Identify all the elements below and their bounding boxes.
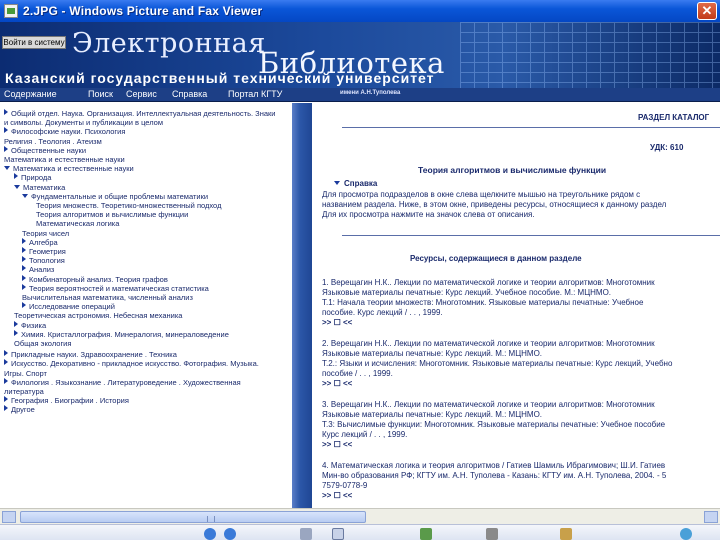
- triangle-right-icon[interactable]: [4, 396, 8, 402]
- tree-item[interactable]: [22, 247, 66, 256]
- tree-item[interactable]: [4, 396, 129, 405]
- site-menu: [0, 88, 720, 102]
- triangle-right-icon[interactable]: [14, 173, 18, 179]
- tree-item-label: Другое: [11, 405, 35, 415]
- tree-item[interactable]: [4, 109, 275, 118]
- tree-item-label: Природа: [21, 173, 52, 183]
- tree-item-label: Комбинаторный анализ. Теория графов: [29, 274, 168, 284]
- window-titlebar: [0, 0, 720, 22]
- triangle-right-icon[interactable]: [22, 238, 26, 244]
- tree-item[interactable]: [22, 192, 208, 201]
- triangle-down-icon[interactable]: [4, 166, 10, 170]
- grip-icon: [207, 516, 215, 522]
- tree-item-label: Исследование операций: [29, 302, 115, 312]
- tree-item[interactable]: [22, 265, 54, 274]
- tree-item-label: Вычислительная математика, численный анализ: [22, 293, 193, 302]
- menu-item-portal[interactable]: Портал КГТУ: [228, 89, 283, 99]
- tree-item-label: Теория множеств. Теоретико-множественный подход: [36, 201, 222, 210]
- resource-line: Т.1: Начала теории множеств: Многотомник. Языковые материалы печатные: Учебное: [322, 298, 644, 307]
- tree-item[interactable]: [4, 378, 241, 387]
- tree-item-label: Математическая логика: [36, 219, 120, 229]
- triangle-down-icon: [334, 181, 340, 185]
- tree-item[interactable]: [14, 330, 229, 339]
- help-toggle[interactable]: [334, 179, 377, 189]
- tree-item[interactable]: [22, 229, 69, 238]
- tree-item-label: Теория вероятностей и математическая статистика: [29, 283, 209, 293]
- tree-item[interactable]: [4, 350, 177, 359]
- triangle-right-icon[interactable]: [4, 146, 8, 152]
- resource-open-link[interactable]: >> ☐ <<: [322, 318, 353, 327]
- horizontal-scrollbar[interactable]: [0, 508, 720, 524]
- tree-item[interactable]: [4, 164, 134, 173]
- tree-item[interactable]: [4, 118, 163, 127]
- zoom-in-icon[interactable]: [300, 528, 312, 540]
- tree-item-label: Теоретическая астрономия. Небесная механика: [14, 311, 183, 321]
- tree-item[interactable]: [14, 183, 65, 192]
- logo-line-2: Библиотека: [258, 46, 445, 80]
- resource-line: Мин-во образования РФ; КГТУ им. А.Н. Туполева - Казань: КГТУ им. А.Н. Туполева, 2004. - 5: [322, 471, 667, 480]
- tree-item-label: География . Биографии . История: [11, 396, 129, 406]
- next-image-icon[interactable]: [224, 528, 236, 540]
- resource-line: Т.2.: Языки и исчисления: Многотомник. Языковые материалы печатные: Курс лекций, Учебно: [322, 359, 673, 368]
- tree-item[interactable]: [22, 256, 65, 265]
- previous-image-icon[interactable]: [204, 528, 216, 540]
- edit-icon[interactable]: [560, 528, 572, 540]
- udk-label: УДК: 610: [650, 143, 684, 152]
- tree-item[interactable]: [36, 201, 221, 210]
- tree-item-label: Общая экология: [14, 339, 72, 348]
- resource-open-link[interactable]: >> ☐ <<: [322, 379, 353, 388]
- tree-item[interactable]: [4, 137, 102, 146]
- tree-item-label: Математика и естественные науки: [13, 164, 134, 174]
- resource-line: Языковые материалы печатные: Курс лекций. Учебное пособие. М.: МЦНМО.: [322, 288, 612, 297]
- tree-item[interactable]: [4, 155, 125, 164]
- resource-line: 1. Верещагин Н.К.. Лекции по математической логике и теории алгоритмов: Многотомник: [322, 278, 655, 287]
- tree-item[interactable]: [22, 293, 193, 302]
- tree-item-label: и символы. Документы и публикации в целом: [4, 118, 164, 128]
- header-decoration: [460, 22, 720, 88]
- site-header: [0, 22, 720, 88]
- resource-line: Языковые материалы печатные: Курс лекций. М.: МЦНМО.: [322, 349, 543, 358]
- resources-heading: Ресурсы, содержащиеся в данном разделе: [410, 254, 582, 263]
- tree-item[interactable]: [22, 302, 115, 311]
- tree-item[interactable]: [4, 359, 259, 368]
- tree-item-label: Физика: [21, 320, 47, 330]
- triangle-right-icon[interactable]: [4, 378, 8, 384]
- help-title: Справка: [344, 179, 378, 188]
- resource-line: 3. Верещагин Н.К.. Лекции по математической логике и теории алгоритмов: Многотомник: [322, 400, 655, 409]
- divider-top: [342, 127, 720, 128]
- named-after-label: имени А.Н.Туполева: [340, 90, 401, 96]
- triangle-down-icon[interactable]: [14, 185, 20, 189]
- tree-item-label: Теория чисел: [22, 228, 70, 238]
- tree-item-label: Математика: [23, 182, 66, 192]
- triangle-right-icon[interactable]: [22, 247, 26, 253]
- scroll-right-icon[interactable]: [704, 511, 718, 523]
- frame-divider: [292, 103, 312, 508]
- tree-item[interactable]: [4, 127, 125, 136]
- section-heading: Теория алгоритмов и вычислимые функции: [418, 165, 607, 175]
- tree-item[interactable]: [4, 146, 86, 155]
- resource-line: пособие / . . , 1999.: [322, 369, 393, 378]
- resource-line: 4. Математическая логика и теория алгоритмов / Гатиев Шамиль Ибрагимович; Ш.И. Гатиев: [322, 461, 666, 470]
- catalog-tree: [0, 103, 292, 508]
- picture-viewer-icon: [4, 4, 18, 18]
- triangle-right-icon[interactable]: [4, 109, 8, 115]
- triangle-right-icon[interactable]: [14, 330, 18, 336]
- university-name: Казанский государственный технический университет: [5, 70, 435, 86]
- menu-item-help[interactable]: Справка: [172, 89, 208, 99]
- resource-open-link[interactable]: >> ☐ <<: [322, 491, 353, 500]
- triangle-right-icon[interactable]: [4, 127, 8, 133]
- triangle-right-icon[interactable]: [4, 359, 8, 365]
- tree-item[interactable]: [36, 210, 188, 219]
- tree-item-label: Химия. Кристаллография. Минералогия, минераловедение: [21, 329, 229, 339]
- resource-line: пособие. Курс лекций / . . , 1999.: [322, 308, 443, 317]
- viewer-toolbar: [0, 524, 720, 540]
- menu-item-service[interactable]: Сервис: [126, 89, 157, 99]
- triangle-right-icon[interactable]: [22, 275, 26, 281]
- delete-icon[interactable]: [486, 528, 498, 540]
- tree-item-label: Философские науки. Психология: [11, 127, 126, 137]
- tree-item-label: Алгебра: [29, 237, 58, 247]
- help-line: Для их просмотра нажмите на значок слева от описания.: [322, 210, 535, 219]
- triangle-right-icon[interactable]: [4, 350, 8, 356]
- divider-middle: [342, 235, 720, 236]
- scroll-left-icon[interactable]: [2, 511, 16, 523]
- scroll-thumb[interactable]: [20, 511, 366, 523]
- help-line: Для просмотра подразделов в окне слева щелкните мышью на треугольнике рядом с: [322, 190, 641, 199]
- tree-item[interactable]: [14, 173, 51, 182]
- tree-item-label: литература: [4, 387, 44, 396]
- content-pane: [312, 103, 720, 508]
- tree-item[interactable]: [4, 405, 35, 414]
- section-label: РАЗДЕЛ КАТАЛОГ: [638, 113, 710, 122]
- tree-item[interactable]: [22, 284, 209, 293]
- tree-item-label: Анализ: [29, 265, 55, 275]
- tree-item-label: Религия . Теология . Атеизм: [4, 136, 102, 146]
- resource-open-link[interactable]: >> ☐ <<: [322, 440, 353, 449]
- window-title: 2.JPG - Windows Picture and Fax Viewer: [23, 4, 263, 18]
- help-icon[interactable]: [680, 528, 692, 540]
- triangle-right-icon[interactable]: [14, 321, 18, 327]
- tree-item[interactable]: [14, 339, 71, 348]
- login-button[interactable]: Войти в систему: [3, 38, 65, 47]
- triangle-right-icon[interactable]: [4, 405, 8, 411]
- menu-item-search[interactable]: Поиск: [88, 89, 113, 99]
- triangle-right-icon[interactable]: [22, 302, 26, 308]
- tree-item[interactable]: [4, 387, 44, 396]
- resource-line: 2. Верещагин Н.К.. Лекции по математической логике и теории алгоритмов: Многотомник: [322, 339, 655, 348]
- triangle-right-icon[interactable]: [22, 265, 26, 271]
- tree-item-label: Общественные науки: [11, 145, 87, 155]
- tree-item-label: Топология: [29, 256, 65, 266]
- triangle-right-icon[interactable]: [22, 284, 26, 290]
- logo-line-1: Электронная: [72, 28, 266, 59]
- tree-item[interactable]: [14, 311, 182, 320]
- resource-line: Языковые материалы печатные: Курс лекций. М.: МЦНМО.: [322, 410, 543, 419]
- rotate-icon[interactable]: [420, 528, 432, 540]
- tree-item-label: Математика и естественные науки: [4, 155, 125, 164]
- tree-item[interactable]: [22, 275, 168, 284]
- menu-item-contents[interactable]: Содержание: [4, 89, 57, 99]
- tree-item-label: Общий отдел. Наука. Организация. Интеллектуальная деятельность. Знаки: [11, 109, 276, 118]
- tree-item-label: Геометрия: [29, 247, 66, 256]
- actual-size-icon[interactable]: [332, 528, 344, 540]
- tree-item[interactable]: [14, 321, 46, 330]
- close-button[interactable]: ✕: [697, 2, 717, 20]
- tree-item-label: Прикладные науки. Здравоохранение . Техника: [11, 350, 177, 360]
- tree-item-label: Филология . Языкознание . Литературоведение . Художественная: [11, 377, 241, 387]
- tree-item[interactable]: [22, 238, 58, 247]
- triangle-right-icon[interactable]: [22, 256, 26, 262]
- tree-item[interactable]: [4, 369, 47, 378]
- resource-line: Т.3: Вычислимые функции: Многотомник. Языковые материалы печатные: Учебное пособие: [322, 420, 666, 429]
- tree-item-label: Искусство. Декоративно - прикладное искусство. Фотография. Музыка.: [11, 359, 259, 369]
- tree-item-label: Игры. Спорт: [4, 368, 47, 378]
- triangle-down-icon[interactable]: [22, 194, 28, 198]
- tree-item-label: Фундаментальные и общие проблемы математики: [31, 191, 209, 201]
- resource-line: Курс лекций / . . , 1999.: [322, 430, 408, 439]
- resource-line: 7579-0778-9: [322, 481, 368, 490]
- tree-item[interactable]: [36, 219, 119, 228]
- help-line: названием раздела. Ниже, в этом окне, приведены ресурсы, относящиеся к данному раздел: [322, 200, 667, 209]
- tree-item-label: Теория алгоритмов и вычислимые функции: [36, 210, 189, 220]
